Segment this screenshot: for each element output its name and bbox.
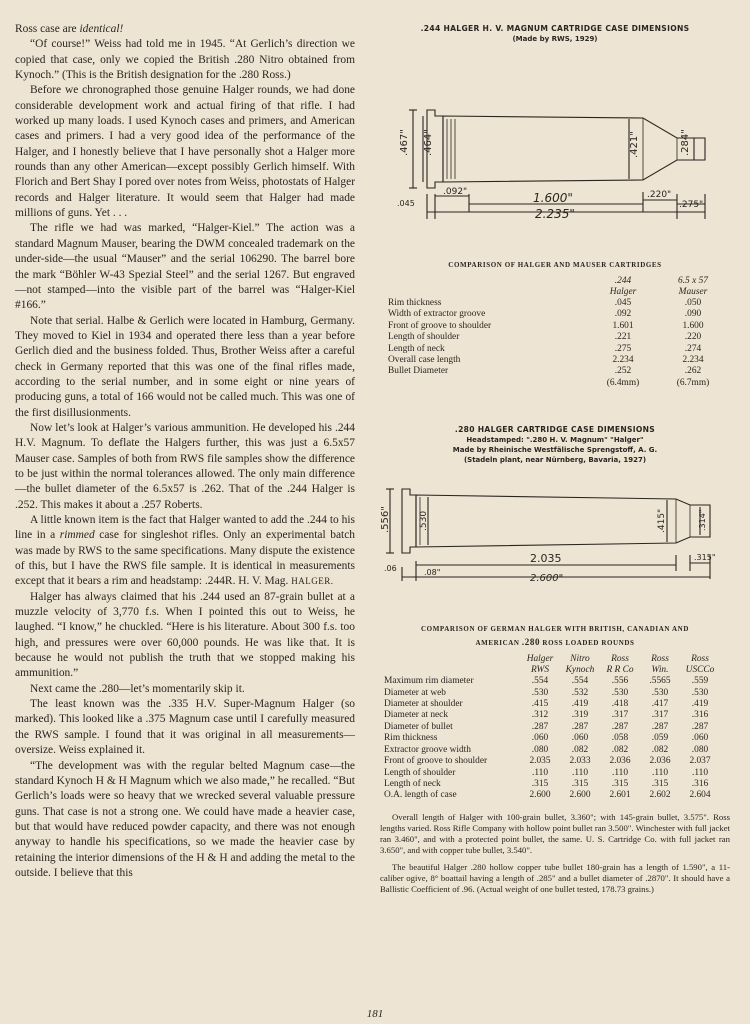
table-cell: .530 (651, 687, 669, 698)
table-cell: (6.7mm) (676, 377, 710, 388)
table-cell: 2.033 (569, 756, 591, 767)
table-cell: 2.604 (689, 790, 711, 801)
caption-text: AMERICAN (475, 639, 522, 648)
table-cell: .110 (571, 767, 589, 778)
table-cell: .045 (614, 298, 632, 308)
emphasis: rimmed (59, 529, 95, 542)
dim-groove: .08" (424, 568, 441, 578)
row-label: Maximum rim diameter (384, 676, 474, 687)
table-cell: 2.600 (569, 790, 591, 801)
fig1-subtitle: (Made by RWS, 1929) (512, 35, 598, 43)
table-cell: .316 (691, 778, 709, 789)
dim-overall: 2.235" (535, 207, 575, 219)
fig2-subtitle: Headstamped: ".280 H. V. Magnum" "Halger" (466, 436, 644, 445)
table-row (388, 378, 728, 389)
paragraph: The rifle we had was marked, “Halger-Kiel.” The action was a standard Magnum Mauser, bearing the DWM concealed trademark on the under-side—the usual “Mauser” and the serial 106290. The barrel bore the mark “Böhler W-43 Spezial Steel” and the serial 1267. But engraved—not stamped—into the visible part of the barrel was “Halger-Kiel #166.” (15, 222, 355, 312)
ross-comparison-table (384, 654, 720, 801)
paragraph (15, 22, 355, 37)
dim-rim: .467" (399, 129, 410, 156)
small-caps: HALGER. (291, 576, 334, 587)
table-cell: .110 (691, 767, 709, 778)
fig2-title: .280 HALGER CARTRIDGE CASE DIMENSIONS (454, 425, 656, 435)
table-row (388, 355, 728, 366)
table-cell: 2.035 (529, 756, 551, 767)
table-row (384, 779, 720, 790)
paragraph: Halger has always claimed that his .244 used an 87-grain bullet at a muzzle velocity of 3,770 f.s. When I pointed this out to Weiss, he laughed. “I know,” he chuckled. “Here is his literature. About 300 f.s. too high, and pressures were over 60,000 pounds. He was like that. It is because he would not publish the truth that we stopped making his ammunition.” (15, 590, 355, 680)
table-cell: .060 (571, 733, 589, 744)
dim-overall: 2.600" (530, 573, 564, 582)
text-run: A little known item is the fact that Halger wanted to add the .244 to his line in a (15, 514, 355, 542)
dim-shoulder-length: .220" (647, 190, 672, 200)
row-label: Extractor groove width (384, 744, 471, 755)
table-cell: .316 (691, 710, 709, 721)
table-cell: .080 (531, 744, 549, 755)
column-header: Ross USCCo (685, 654, 715, 676)
column-header: Ross R R Co (606, 654, 634, 676)
footnote: The beautiful Halger .280 hollow copper tube bullet 180-grain has a length of 1.590", a 11-caliber ogive, 8° boattail having a length of .285" and a bullet diameter of .2870". It should have a Ballistic Coefficient of .96. (Actual weight of one bullet tested, 178.73 grains.) (380, 861, 730, 894)
row-label: O.A. length of case (384, 790, 457, 801)
column-header: Nitro Kynoch (565, 654, 595, 676)
table-cell: 2.601 (609, 790, 631, 801)
table-cell: .221 (614, 332, 632, 343)
table-row (384, 699, 720, 710)
table-cell: .417 (651, 699, 669, 710)
dim-rim-thickness: .045 (397, 199, 415, 208)
paragraph: “Of course!” Weiss had told me in 1945. “At Gerlich’s direction we copied that case, only we copied the British .280 Nitro obtained from Kynoch.” (This is the British designation for the .280 Ross.) (15, 38, 355, 82)
fig1-title: .244 HALGER H. V. MAGNUM CARTRIDGE CASE DIMENSIONS (420, 24, 690, 33)
table-cell: .287 (611, 721, 629, 732)
table-row (384, 745, 720, 756)
table-cell: .275 (614, 343, 632, 354)
dim-neck-length: .275" (679, 200, 704, 210)
table-cell: .082 (651, 744, 669, 755)
row-label: Diameter at neck (384, 710, 449, 721)
table-cell: .315 (651, 778, 669, 789)
fig2-caption (380, 425, 730, 465)
row-label: Rim thickness (388, 298, 442, 308)
dim-groove: .092" (443, 187, 468, 197)
table-cell: .5565 (649, 676, 671, 687)
table-cell: (6.4mm) (606, 377, 640, 388)
table-cell: .110 (531, 767, 549, 778)
row-label: Rim thickness (384, 733, 438, 744)
dim-web: .530 (419, 511, 429, 532)
table-cell: .419 (571, 699, 589, 710)
fig2-subtitle: (Stadeln plant, near Nürnberg, Bavaria, 1927) (463, 456, 647, 465)
row-label: Front of groove to shoulder (388, 320, 492, 331)
figures-column (380, 22, 730, 895)
table1-caption: COMPARISON OF HALGER AND MAUSER CARTRIDGES (448, 261, 662, 269)
paragraph: “The development was with the regular belted Magnum case—the standard Kynoch H & H Magnum which we also made,” he recalled. “But Gerlich’s loads were so heavy that we wrecked several valuable pressure guns. That case is not a strong one. We could have made a heavier case, but that would have reduced powder capacity, and there was not enough anyway to handle his specifications, so we made the heavier case by retaining the interior dimensions of the H & H and adding the metal to the outside. I believe that this (15, 759, 355, 879)
footnotes (380, 812, 730, 895)
table-cell: 2.037 (689, 756, 711, 767)
table-row (388, 321, 728, 332)
row-label: Front of groove to shoulder (384, 756, 488, 767)
main-text-column (15, 22, 355, 881)
table-cell: .419 (691, 699, 709, 710)
dim-rim-thickness: .06 (384, 564, 397, 574)
table-cell: 2.036 (609, 756, 631, 767)
table-cell: 2.036 (649, 756, 671, 767)
dim-shoulder: .421" (629, 131, 640, 158)
table-cell: .050 (684, 298, 702, 308)
paragraph: Now let’s look at Halger’s various ammunition. He developed his .244 H.V. Magnum. To deflate the Halgers further, this was just a 6.5x57 Mauser case. Samples of both from RWS file samples show the difference to be just within the normal tolerances allowed. The only main difference—the bullet diameter of the 6.5x57 is .262. That of the .244 Halger is .252. This makes it about a .257 Roberts. (15, 421, 355, 511)
fig2-subtitle: Made by Rheinische Westfälische Sprengstoff, A. G. (452, 446, 658, 455)
row-label: Bullet Diameter (388, 366, 449, 377)
table-cell: 1.600 (682, 320, 704, 331)
table-cell: .059 (651, 733, 669, 744)
table-cell: .415 (531, 699, 549, 710)
table-row (384, 688, 720, 699)
row-label: Diameter at web (384, 687, 446, 698)
dim-neck: .314" (698, 509, 707, 532)
caption-line: COMPARISON OF GERMAN HALGER WITH BRITISH, CANADIAN AND (421, 625, 689, 634)
table-cell: .418 (611, 699, 629, 710)
row-label: Overall case length (388, 355, 461, 366)
row-label: Diameter at shoulder (384, 699, 463, 710)
table-cell: .058 (611, 733, 629, 744)
table-cell: .287 (531, 721, 549, 732)
table-cell: .082 (611, 744, 629, 755)
table-row (384, 733, 720, 744)
table-cell: .274 (684, 343, 702, 354)
table-cell: .530 (531, 687, 549, 698)
row-label: Length of neck (388, 343, 445, 354)
table-cell: .315 (531, 778, 549, 789)
table-cell: .559 (691, 676, 709, 687)
column-header: .244 Halger (609, 276, 637, 297)
table-cell: .092 (614, 309, 632, 320)
caption-line (380, 636, 730, 650)
table-cell: .530 (611, 687, 629, 698)
text-run: Ross case are (15, 23, 80, 35)
table-cell: .110 (611, 767, 629, 778)
paragraph: The least known was the .335 H.V. Super-Magnum Halger (so marked). This looked like a .375 Magnum case until I carefully measured the RWS sample. I found that it was original in all measurements—oversize. Weiss explained it. (15, 698, 355, 757)
table-row (388, 332, 728, 343)
table-cell: .317 (611, 710, 629, 721)
table-cell: .287 (571, 721, 589, 732)
table-row (384, 710, 720, 721)
table-cell: .220 (684, 332, 702, 343)
table-cell: .315 (611, 778, 629, 789)
table-cell: .532 (571, 687, 589, 698)
row-label: Length of shoulder (384, 767, 456, 778)
table-cell: .082 (571, 744, 589, 755)
table2-caption (380, 623, 730, 650)
table-row (388, 309, 728, 320)
caption-text: .280 (521, 637, 541, 648)
table-row (388, 344, 728, 355)
table-cell: .556 (611, 676, 629, 687)
cartridge-280-drawing (380, 471, 730, 581)
column-header: 6.5 x 57 Mauser (678, 276, 708, 297)
table-row (388, 298, 728, 309)
table-cell: .060 (691, 733, 709, 744)
table-row (384, 722, 720, 733)
dim-neck-length: .315" (694, 553, 716, 563)
table-cell: .530 (691, 687, 709, 698)
paragraph: Next came the .280—let’s momentarily skip it. (30, 682, 245, 695)
cartridge-244-drawing (385, 44, 725, 219)
column-header: Ross Win. (651, 654, 669, 676)
table-row (388, 366, 728, 377)
dim-neck: .284" (680, 129, 691, 156)
text-run: case for singleshot rifles. Only an experimental batch was made by RWS to the same specifications. Many dispute the existence of this, but I have the RWS file sample. It is identical in measurements except that it bears a rim and headstamp: .244R. H. V. Mag. (15, 529, 355, 588)
table-cell: .287 (691, 721, 709, 732)
table-header-row (384, 654, 720, 676)
table-row (384, 756, 720, 767)
table-cell: .317 (651, 710, 669, 721)
dim-web: .464" (423, 129, 434, 156)
table-cell: .090 (684, 309, 702, 320)
table-cell: .554 (571, 676, 589, 687)
paragraph: Before we chronographed those genuine Halger rounds, we had done considerable development work and actual firing of that rifle. I had worked up many loads. I used Kynoch cases and primers, and American cases and primers. I had a very good idea of the performance of the Halger, and I honestly believe that I have personally shot a Halger more rounds than any other American—except possibly Gerlich himself. With Florich and Bert Shay I pored over notes from Weiss, photostats of Halger records and Halger literature. It would seem that Halger had made millions of guns. Yet . . . (15, 84, 355, 220)
paragraph (15, 513, 355, 590)
table-cell: .252 (614, 366, 632, 377)
table-cell: .315 (571, 778, 589, 789)
table-cell: .060 (531, 733, 549, 744)
dim-to-shoulder: 2.035 (530, 552, 562, 566)
table-header-row (388, 276, 728, 298)
table-cell: 2.602 (649, 790, 671, 801)
halger-mauser-table (388, 276, 728, 389)
table-cell: .554 (531, 676, 549, 687)
footnote: Overall length of Halger with 100-grain bullet, 3.360"; with 145-grain bullet, 3.575". Ross lengths varied. Ross Rifle Company with hollow point bullet ran 3.500". Winchester with full jacket ran 3.460", and with a protected point bullet, the same. U. S. Cartridge Co. with full jacket ran 3.650", and with copper tube bullet, 3.540". (380, 811, 730, 856)
table-cell: 2.234 (682, 355, 704, 366)
table-cell: .080 (691, 744, 709, 755)
table-cell: .287 (651, 721, 669, 732)
column-header: Halger RWS (526, 654, 554, 676)
table-cell: 2.234 (612, 355, 634, 366)
dim-shoulder: .415" (657, 509, 667, 534)
table-cell: 1.601 (612, 320, 634, 331)
row-label: Width of extractor groove (388, 309, 486, 320)
table-cell: .312 (531, 710, 549, 721)
table-row (384, 676, 720, 687)
table-cell: .319 (571, 710, 589, 721)
row-label: Diameter of bullet (384, 721, 453, 732)
table-row (384, 790, 720, 801)
dim-rim: .556" (380, 506, 391, 534)
caption-text: ROSS LOADED ROUNDS (540, 639, 635, 648)
table-row (384, 768, 720, 779)
dim-body: 1.600" (533, 191, 573, 205)
row-label: Length of neck (384, 778, 441, 789)
table-cell: .262 (684, 366, 702, 377)
row-label (388, 378, 588, 389)
table-cell: 2.600 (529, 790, 551, 801)
emphasis: identical! (79, 23, 124, 35)
table-cell: .110 (651, 767, 669, 778)
paragraph: Note that serial. Halbe & Gerlich were located in Hamburg, Germany. They moved to Kiel in 1934 and operated there less than a year before Gerlich died and the business folded. Thus, Brother Weiss after a careful check in Germany reported that this was one of the final rifles made, according to the serial number, and in some eight or nine years of producing guns, a total of 166 would not be called much. This was one of the first disillusionments. (15, 314, 355, 419)
page-number: 181 (366, 1008, 384, 1020)
row-label: Length of shoulder (388, 332, 460, 343)
